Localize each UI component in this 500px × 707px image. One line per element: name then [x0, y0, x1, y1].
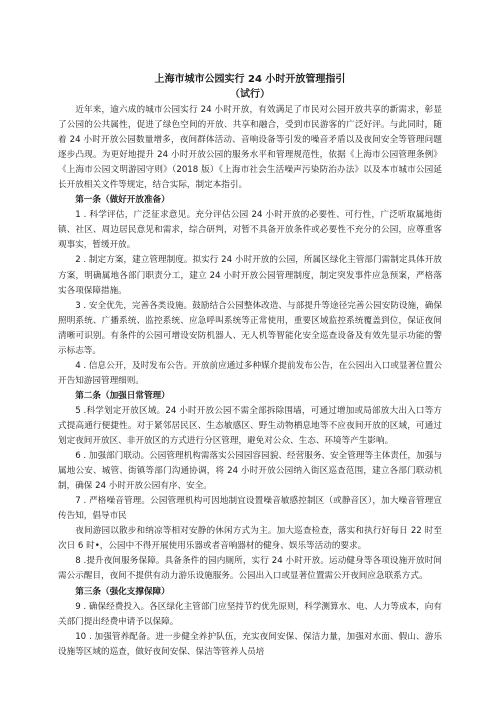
- paragraph: 2 . 制定方案，建立管理制度。拟实行 24 小时开放的公园，所属区绿化主管部门需制定具体开放方案，明确属地各部门职责分工，建立 24 小时开放公园管理制度，制定突发事件应急预案，严格落实各项保障措施。: [58, 255, 442, 296]
- paragraph: 6 . 加强部门联动。公园管理机构需落实公园园容园貌、经营服务、安全管理等主体责任，加强与属地公安、城管、街镇等部门沟通协调，将 24 小时开放公园纳入街区巡查范围，建立各部门联动机制，确保 24 小时开放公园有序、安全。: [58, 451, 442, 492]
- paragraph: 7 . 严格噪音管理。公园管理机构可因地制宜设置噪音敏感控制区（或静音区），加大噪音管理宣传告知，倡导市民: [58, 496, 442, 522]
- paragraph: 4 . 信息公开，及时发布公告。开放前应通过多种媒介提前发布公告，在公园出入口或显著位置公开告知游园管理细则。: [58, 360, 442, 386]
- section-3: [58, 585, 442, 660]
- section-heading: 第二条（加强日常管理）: [75, 390, 170, 401]
- document-subtitle: （试行）: [230, 89, 270, 100]
- paragraph: 夜间游园以散步和纳凉等相对安静的休闲方式为主。加大巡查检查，落实和执行好每日 22 时至次日 6 时•，公园中不得开展使用乐器或者音响器材的健身、娱乐等活动的要求。: [58, 526, 442, 552]
- paragraph: 3 . 安全优先，完善各类设施。鼓励结合公园整体改造、与部提升等途径完善公园安防设施，确保照明系统、广播系统、监控系统、应急呼叫系统等正常使用，重要区域监控系统覆盖到位，保证夜间清晰可识别。有条件的公园可增设安防机器人、无人机等智能化安全巡查设备及有效先显示功能的警示标志等。: [58, 300, 442, 356]
- section-heading: 第一条（做好开放准备）: [75, 195, 170, 206]
- section-2: [58, 389, 442, 585]
- section-heading: 第三条（强化支撑保障）: [75, 586, 170, 597]
- document-title: 上海市城市公园实行 24 小时开放管理指引: [154, 74, 346, 85]
- section-1: [58, 193, 442, 389]
- paragraph: 9 . 确保经费投入。各区绿化主管部门应坚持节约优先原则，科学测算水、电、人力等成本，向有关部门提出经费申请予以保障。: [58, 601, 442, 627]
- paragraph: 8 .提升夜间服务保障。具备条件的园内厕所，实行 24 小时开放。运动健身等各项设施开放时间需公示醒目，夜间不提供有动力游乐设施服务。公园出入口或显著位置需公开夜间应急联系方式。: [58, 556, 442, 582]
- paragraph: 10 . 加强管养配备。进一步健全养护队伍，充实夜间安保、保洁力量，加强对水面、假山、游乐设施等区域的巡查，做好夜间安保、保洁等管养人员培: [58, 631, 442, 657]
- intro-paragraph: 近年来，逾六成的城市公园实行 24 小时开放，有效满足了市民对公园开放共享的新需求，彰显了公园的公共属性，促进了绿色空间的开放、共享和融合，受到市民游客的广泛好评。与此同时，随着 24 小时开放公园数量增多，夜间群体活动、音响设备等引发的噪音矛盾以及夜间安全等管理问题逐步凸现。为更好地提升 24 小时开放公园的服务水平和管理规范性，依据《上海市公园管理条例》《上海市公园文明游园守则》（2018 版）《上海市社会生活噪声污染防治办法》以及本市城市公园延长开放相关文件等规定，结合实际，制定本指引。: [58, 105, 442, 191]
- paragraph: 5 .科学划定开放区域。24 小时开放公园不需全部拆除围墙，可通过增加或局部放大出入口等方式提高通行便捷性。对于紧邻居民区、生态敏感区、野生动物栖息地等不应夜间开放的区域，可通过划定夜间开放区、非开放区的方式进行分区管理，避免对公众、生态、环境等产生影响。: [58, 405, 442, 447]
- paragraph: 1 . 科学评估，广泛征求意见。充分评估公园 24 小时开放的必要性、可行性，广泛听取属地街镇、社区、周边居民意见和需求，综合研判，对暂不具备开放条件或必要性不充分的公园，应尊重客观事实，暂缓开放。: [58, 210, 442, 251]
